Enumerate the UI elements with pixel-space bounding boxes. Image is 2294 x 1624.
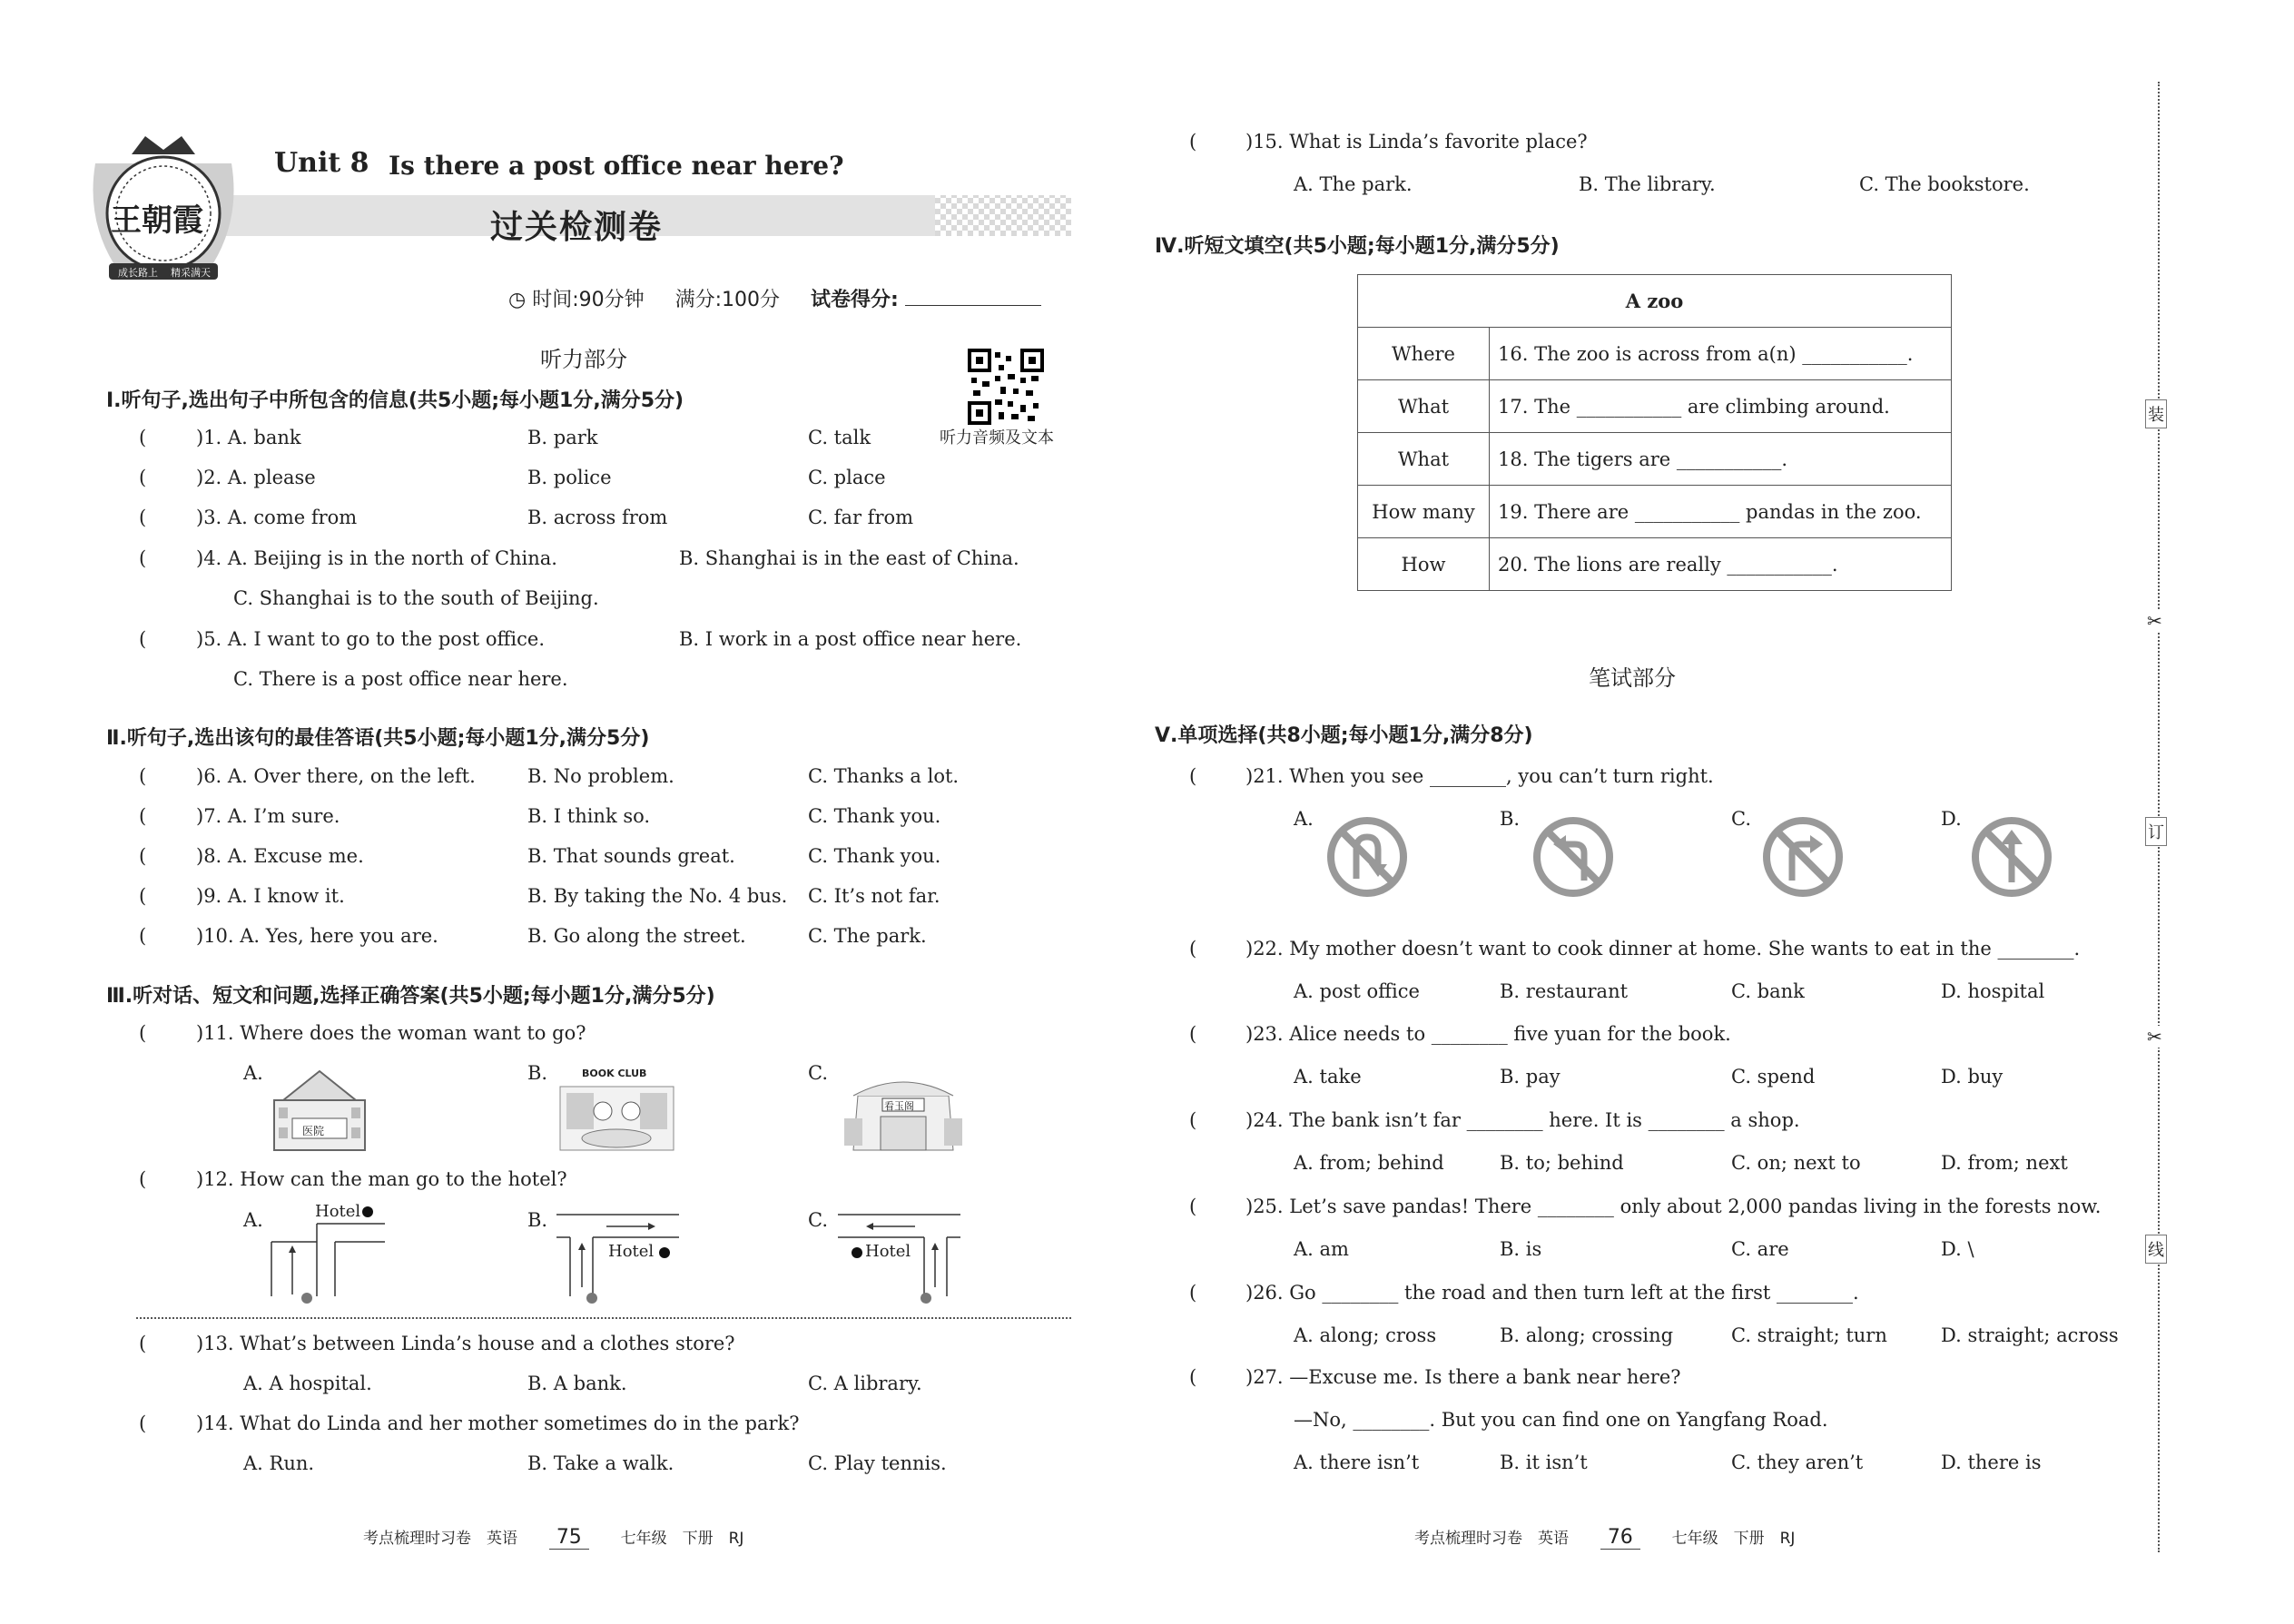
listening-title: 听力部分 bbox=[540, 347, 627, 372]
table-row bbox=[1358, 538, 1952, 591]
option-23a: A. take bbox=[1294, 1066, 1362, 1088]
no-right-turn-sign[interactable] bbox=[1761, 815, 1845, 899]
qr-caption: 听力音频及文本 bbox=[940, 428, 1054, 448]
hotel-label-c: Hotel bbox=[865, 1242, 911, 1261]
option-26a: A. along; cross bbox=[1294, 1324, 1437, 1346]
answer-paren[interactable]: ( bbox=[139, 547, 147, 569]
qr-code-icon bbox=[968, 349, 1044, 425]
logo-subtitle-right: 精采满天 bbox=[171, 267, 211, 279]
zoo-table bbox=[1357, 274, 1952, 591]
option-10b: B. Go along the street. bbox=[527, 925, 746, 947]
option-6b: B. No problem. bbox=[527, 765, 674, 787]
question-13: )13. What’s between Linda’s house and a clothes store? bbox=[196, 1333, 735, 1354]
question-21: )21. When you see ________, you can’t turn right. bbox=[1245, 765, 1714, 787]
option-8c: C. Thank you. bbox=[808, 845, 941, 867]
footer-right-grade: 七年级 下册 RJ bbox=[1671, 1530, 1796, 1548]
option-22c: C. bank bbox=[1731, 980, 1805, 1002]
logo-subtitle-left: 成长路上 bbox=[118, 267, 158, 279]
answer-paren[interactable]: ( bbox=[139, 1333, 147, 1354]
no-right-turn-icon bbox=[1761, 815, 1845, 899]
option-21b-label: B. bbox=[1500, 808, 1521, 830]
question-8: )8. A. Excuse me. bbox=[196, 845, 364, 867]
row-sentence[interactable]: 18. The tigers are ___________. bbox=[1490, 433, 1952, 486]
question-7: )7. A. I’m sure. bbox=[196, 805, 340, 827]
option-10c: C. The park. bbox=[808, 925, 927, 947]
no-left-turn-sign[interactable] bbox=[1531, 815, 1615, 899]
question-22: )22. My mother doesn’t want to cook dinner at home. She wants to eat in the ________. bbox=[1245, 938, 2081, 960]
option-27a: A. there isn’t bbox=[1294, 1452, 1420, 1473]
option-15b: B. The library. bbox=[1579, 173, 1716, 195]
hospital-sign: 医院 bbox=[302, 1125, 325, 1137]
option-9c: C. It’s not far. bbox=[808, 885, 940, 907]
section-1-title: Ⅰ.听句子,选出句子中所包含的信息(共5小题;每小题1分,满分5分) bbox=[106, 389, 684, 412]
page-number-left: 75 bbox=[549, 1526, 589, 1550]
answer-paren[interactable]: ( bbox=[1189, 1196, 1197, 1217]
no-u-turn-sign[interactable] bbox=[1325, 815, 1409, 899]
unit-title: Is there a post office near here? bbox=[389, 151, 844, 181]
option-11a-label: A. bbox=[243, 1062, 263, 1084]
answer-paren[interactable]: ( bbox=[139, 507, 147, 528]
option-24c: C. on; next to bbox=[1731, 1152, 1861, 1174]
clock-icon: ◷ bbox=[508, 289, 527, 311]
option-8b: B. That sounds great. bbox=[527, 845, 735, 867]
option-11c-label: C. bbox=[808, 1062, 828, 1084]
question-25: )25. Let’s save pandas! There ________ only about 2,000 pandas living in the forests now. bbox=[1245, 1196, 2102, 1217]
answer-paren[interactable]: ( bbox=[1189, 1023, 1197, 1045]
option-26b: B. along; crossing bbox=[1500, 1324, 1674, 1346]
table-row bbox=[1358, 380, 1952, 433]
option-22d: D. hospital bbox=[1941, 980, 2045, 1002]
footer-left-grade: 七年级 下册 RJ bbox=[620, 1530, 744, 1548]
row-sentence[interactable]: 16. The zoo is across from a(n) ___________. bbox=[1490, 328, 1952, 380]
option-13c: C. A library. bbox=[808, 1373, 922, 1394]
hospital-image[interactable] bbox=[265, 1064, 374, 1155]
option-22b: B. restaurant bbox=[1500, 980, 1629, 1002]
answer-paren[interactable]: ( bbox=[1189, 938, 1197, 960]
question-23: )23. Alice needs to ________ five yuan for the book. bbox=[1245, 1023, 1731, 1045]
answer-paren[interactable]: ( bbox=[139, 1022, 147, 1044]
hotel-label-a: Hotel bbox=[315, 1202, 361, 1221]
option-9b: B. By taking the No. 4 bus. bbox=[527, 885, 788, 907]
question-24: )24. The bank isn’t far ________ here. It is ________ a shop. bbox=[1245, 1109, 1800, 1131]
answer-paren[interactable]: ( bbox=[139, 1412, 147, 1434]
answer-paren[interactable]: ( bbox=[1189, 1282, 1197, 1304]
question-27-line2: —No, ________. But you can find one on Yangfang Road. bbox=[1294, 1409, 1828, 1431]
question-1: )1. A. bank bbox=[196, 427, 301, 448]
table-row bbox=[1358, 328, 1952, 380]
option-24a: A. from; behind bbox=[1294, 1152, 1444, 1174]
score-label: 试卷得分: bbox=[811, 289, 899, 311]
answer-paren[interactable]: ( bbox=[1189, 1366, 1197, 1388]
option-5b: B. I work in a post office near here. bbox=[679, 628, 1022, 650]
section-2-title: Ⅱ.听句子,选出该句的最佳答语(共5小题;每小题1分,满分5分) bbox=[106, 727, 650, 750]
option-23c: C. spend bbox=[1731, 1066, 1816, 1088]
option-21c-label: C. bbox=[1731, 808, 1751, 830]
answer-paren[interactable]: ( bbox=[139, 628, 147, 650]
store-sign: 看玉阁 bbox=[884, 1100, 914, 1112]
binding-char-xian: 线 bbox=[2145, 1235, 2167, 1264]
question-3: )3. A. come from bbox=[196, 507, 358, 528]
section-3-title: Ⅲ.听对话、短文和问题,选择正确答案(共5小题;每小题1分,满分5分) bbox=[106, 985, 715, 1008]
row-question-word: What bbox=[1358, 380, 1490, 433]
hotel-label-b: Hotel bbox=[608, 1242, 655, 1261]
option-23d: D. buy bbox=[1941, 1066, 2004, 1088]
question-10: )10. A. Yes, here you are. bbox=[196, 925, 438, 947]
question-5: )5. A. I want to go to the post office. bbox=[196, 628, 545, 650]
option-27d: D. there is bbox=[1941, 1452, 2042, 1473]
question-9: )9. A. I know it. bbox=[196, 885, 345, 907]
no-u-turn-icon bbox=[1325, 815, 1409, 899]
answer-paren[interactable]: ( bbox=[1189, 1109, 1197, 1131]
answer-paren[interactable]: ( bbox=[139, 885, 147, 907]
zoo-table-title: A zoo bbox=[1358, 275, 1952, 328]
question-27: )27. —Excuse me. Is there a bank near here? bbox=[1245, 1366, 1681, 1388]
option-2b: B. police bbox=[527, 467, 612, 488]
question-14: )14. What do Linda and her mother sometimes do in the park? bbox=[196, 1412, 800, 1434]
option-12b-label: B. bbox=[527, 1209, 548, 1231]
option-13b: B. A bank. bbox=[527, 1373, 627, 1394]
footer-right bbox=[1414, 1525, 1795, 1549]
answer-paren[interactable]: ( bbox=[1189, 765, 1197, 787]
writing-title: 笔试部分 bbox=[1589, 665, 1676, 691]
footer-right-label: 考点梳理时习卷 英语 bbox=[1414, 1530, 1569, 1548]
option-7b: B. I think so. bbox=[527, 805, 651, 827]
question-15: )15. What is Linda’s favorite place? bbox=[1245, 131, 1588, 153]
row-question-word: What bbox=[1358, 433, 1490, 486]
exam-meta bbox=[508, 284, 1041, 312]
time-limit: 时间:90分钟 bbox=[532, 289, 645, 311]
page-number-right: 76 bbox=[1600, 1526, 1640, 1550]
option-11b-label: B. bbox=[527, 1062, 548, 1084]
option-24d: D. from; next bbox=[1941, 1152, 2068, 1174]
no-left-turn-icon bbox=[1531, 815, 1615, 899]
banner-title: 过关检测卷 bbox=[490, 209, 664, 246]
option-21a-label: A. bbox=[1294, 808, 1314, 830]
row-question-word: Where bbox=[1358, 328, 1490, 380]
row-sentence[interactable]: 20. The lions are really ___________. bbox=[1490, 538, 1952, 591]
option-22a: A. post office bbox=[1294, 980, 1420, 1002]
question-4: )4. A. Beijing is in the north of China. bbox=[196, 547, 557, 569]
option-25b: B. is bbox=[1500, 1238, 1542, 1260]
binding-char-zhuang: 装 bbox=[2145, 399, 2167, 428]
question-12: )12. How can the man go to the hotel? bbox=[196, 1168, 567, 1190]
full-score: 满分:100分 bbox=[674, 289, 781, 311]
option-1c: C. talk bbox=[808, 427, 871, 448]
option-14c: C. Play tennis. bbox=[808, 1452, 947, 1474]
answer-paren[interactable]: ( bbox=[139, 925, 147, 947]
question-6: )6. A. Over there, on the left. bbox=[196, 765, 476, 787]
no-straight-sign[interactable] bbox=[1970, 815, 2053, 899]
option-4b: B. Shanghai is in the east of China. bbox=[679, 547, 1019, 569]
option-26d: D. straight; across bbox=[1941, 1324, 2119, 1346]
option-14a: A. Run. bbox=[243, 1452, 315, 1474]
option-3c: C. far from bbox=[808, 507, 914, 528]
option-1b: B. park bbox=[527, 427, 598, 448]
unit-label: Unit 8 bbox=[274, 147, 369, 179]
dotted-divider bbox=[136, 1317, 1071, 1319]
option-26c: C. straight; turn bbox=[1731, 1324, 1887, 1346]
answer-paren[interactable]: ( bbox=[139, 467, 147, 488]
hospital-building-icon bbox=[265, 1064, 374, 1155]
option-13a: A. A hospital. bbox=[243, 1373, 372, 1394]
option-12a-label: A. bbox=[243, 1209, 263, 1231]
option-2c: C. place bbox=[808, 467, 886, 488]
option-27b: B. it isn’t bbox=[1500, 1452, 1588, 1473]
answer-paren[interactable]: ( bbox=[139, 845, 147, 867]
option-24b: B. to; behind bbox=[1500, 1152, 1624, 1174]
option-5c: C. There is a post office near here. bbox=[233, 668, 568, 690]
option-21d-label: D. bbox=[1941, 808, 1962, 830]
score-blank[interactable] bbox=[905, 305, 1041, 306]
footer-left-label: 考点梳理时习卷 英语 bbox=[363, 1530, 517, 1548]
book-club-sign: BOOK CLUB bbox=[582, 1068, 647, 1079]
table-row bbox=[1358, 433, 1952, 486]
row-sentence[interactable]: 17. The ___________ are climbing around. bbox=[1490, 380, 1952, 433]
option-3b: B. across from bbox=[527, 507, 668, 528]
table-row bbox=[1358, 486, 1952, 538]
footer-left bbox=[363, 1525, 743, 1549]
option-25a: A. am bbox=[1294, 1238, 1349, 1260]
option-12c-label: C. bbox=[808, 1209, 828, 1231]
binding-scissors-icon: ✂ bbox=[2147, 1026, 2162, 1048]
section-5-title: Ⅴ.单项选择(共8小题;每小题1分,满分8分) bbox=[1155, 724, 1533, 747]
qr-code[interactable] bbox=[968, 349, 1044, 425]
logo-text: 王朝霞 bbox=[111, 202, 203, 239]
row-sentence[interactable]: 19. There are ___________ pandas in the zoo. bbox=[1490, 486, 1952, 538]
no-straight-ahead-icon bbox=[1970, 815, 2053, 899]
option-15a: A. The park. bbox=[1294, 173, 1413, 195]
answer-paren[interactable]: ( bbox=[139, 1168, 147, 1190]
option-25d: D. \ bbox=[1941, 1238, 1974, 1260]
binding-scissors-icon: ✂ bbox=[2147, 610, 2162, 632]
row-question-word: How bbox=[1358, 538, 1490, 591]
row-question-word: How many bbox=[1358, 486, 1490, 538]
question-26: )26. Go ________ the road and then turn left at the first ________. bbox=[1245, 1282, 1859, 1304]
option-25c: C. are bbox=[1731, 1238, 1789, 1260]
option-6c: C. Thanks a lot. bbox=[808, 765, 960, 787]
question-11: )11. Where does the woman want to go? bbox=[196, 1022, 586, 1044]
section-4-title: Ⅳ.听短文填空(共5小题;每小题1分,满分5分) bbox=[1155, 235, 1560, 258]
binding-char-ding: 订 bbox=[2145, 817, 2167, 846]
answer-paren[interactable]: ( bbox=[139, 427, 147, 448]
answer-paren[interactable]: ( bbox=[139, 805, 147, 827]
answer-paren[interactable]: ( bbox=[1189, 131, 1197, 153]
option-23b: B. pay bbox=[1500, 1066, 1561, 1088]
question-2: )2. A. please bbox=[196, 467, 316, 488]
option-15c: C. The bookstore. bbox=[1859, 173, 2030, 195]
option-7c: C. Thank you. bbox=[808, 805, 941, 827]
option-14b: B. Take a walk. bbox=[527, 1452, 674, 1474]
option-4c: C. Shanghai is to the south of Beijing. bbox=[233, 587, 599, 609]
option-27c: C. they aren’t bbox=[1731, 1452, 1864, 1473]
answer-paren[interactable]: ( bbox=[139, 765, 147, 787]
